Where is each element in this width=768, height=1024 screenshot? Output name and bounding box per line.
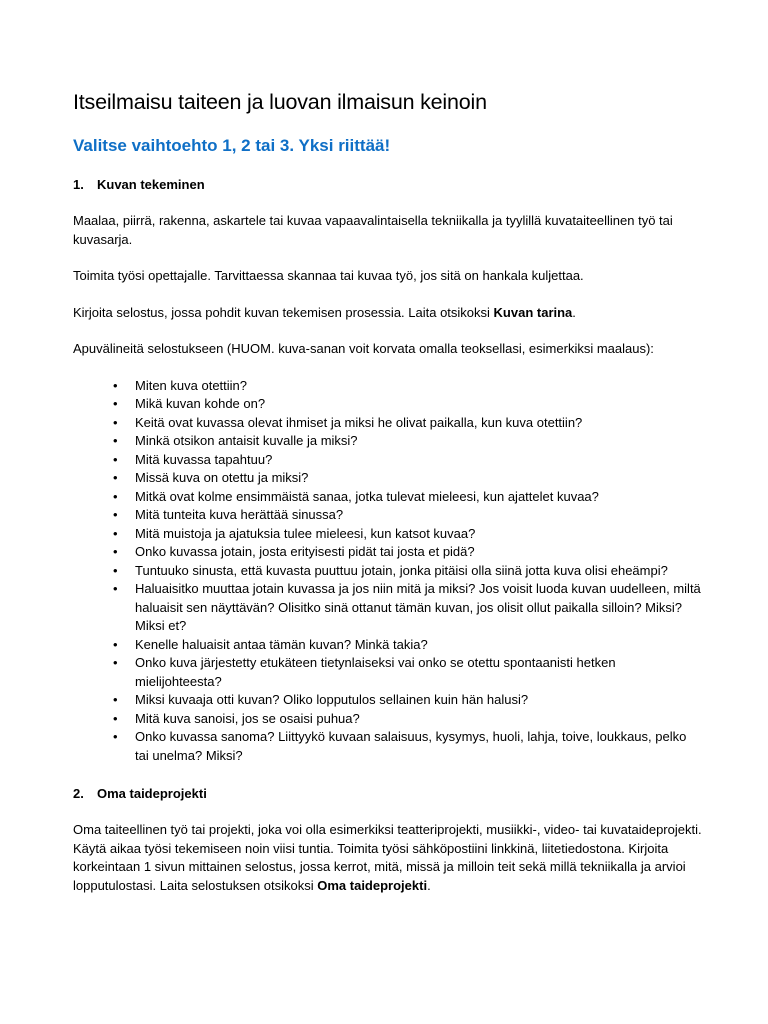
p3-bold-title: Kuvan tarina xyxy=(493,304,573,320)
list-item: • Mikä kuvan kohde on? xyxy=(73,395,703,414)
list-item: • Haluaisitko muuttaa jotain kuvassa ja jos niin mitä ja miksi? Jos voisit luoda kuvan uudelleen, miltä haluaisit sen näyttävän? Olisitko sinä ottanut tämän kuvan, jos olisit ollut paikalla silloin? Miksi? Miksi et? xyxy=(73,580,703,636)
section-2-title: Oma taideprojekti xyxy=(97,786,207,801)
list-item: • Kenelle haluaisit antaa tämän kuvan? Minkä takia? xyxy=(73,636,703,655)
section-1-title: Kuvan tekeminen xyxy=(97,177,205,192)
section-1-paragraph-4: Apuvälineitä selostukseen (HUOM. kuva-sanan voit korvata omalla teoksellasi, esimerkiksi maalaus): xyxy=(73,341,654,356)
section-1-paragraph-3 xyxy=(73,304,703,323)
section-1-heading xyxy=(73,176,703,194)
section-1-number: 1. xyxy=(73,177,84,192)
section-2-bold-title: Oma taideprojekti xyxy=(317,877,428,893)
list-item: • Keitä ovat kuvassa olevat ihmiset ja miksi he olivat paikalla, kun kuva otettiin? xyxy=(73,414,703,433)
list-item: • Mitä tunteita kuva herättää sinussa? xyxy=(73,506,703,525)
list-item: • Mitä kuva sanoisi, jos se osaisi puhua? xyxy=(73,710,703,729)
list-item: • Tuntuuko sinusta, että kuvasta puuttuu jotain, jonka pitäisi olla siinä jotta kuva olisi eheämpi? xyxy=(73,562,703,581)
document-page xyxy=(73,88,703,895)
list-item: • Onko kuvassa jotain, josta erityisesti pidät tai josta et pidä? xyxy=(73,543,703,562)
list-item: • Missä kuva on otettu ja miksi? xyxy=(73,469,703,488)
question-list xyxy=(73,377,703,766)
list-item: • Onko kuvassa sanoma? Liittyykö kuvaan salaisuus, kysymys, huoli, lahja, toive, loukkaus, pelko tai unelma? Miksi? xyxy=(73,728,703,765)
list-item: • Mitkä ovat kolme ensimmäistä sanaa, jotka tulevat mieleesi, kun ajattelet kuvaa? xyxy=(73,488,703,507)
list-item: • Onko kuva järjestetty etukäteen tietynlaiseksi vai onko se otettu spontaanisti hetken mielijohteesta? xyxy=(73,654,703,691)
document-subtitle: Valitse vaihtoehto 1, 2 tai 3. Yksi riittää! xyxy=(73,136,391,155)
p3-text: Kirjoita selostus, jossa pohdit kuvan tekemisen prosessia. Laita otsikoksi xyxy=(73,304,494,320)
list-item: • Mitä muistoja ja ajatuksia tulee mieleesi, kun katsot kuvaa? xyxy=(73,525,703,544)
list-item: • Miten kuva otettiin? xyxy=(73,377,703,396)
document-title: Itseilmaisu taiteen ja luovan ilmaisun keinoin xyxy=(73,90,487,114)
section-2-heading xyxy=(73,785,703,803)
section-2-text: Oma taiteellinen työ tai projekti, joka voi olla esimerkiksi teatteriprojekti, musiikki-, video- tai kuvataideprojekti. Käytä aikaa työsi tekemiseen noin viisi tuntia. Toimita työsi sähköpostiini linkkinä, liitetiedostona. Kirjoita korkeintaan 1 sivun mittainen selostus, jossa kerrot, mitä, missä ja milloin teit sekä millä tekniikalla ja arvioi lopputulostasi. Laita selostuksen otsikoksi xyxy=(73,822,702,893)
p3-period: . xyxy=(572,304,576,320)
list-item: • Miksi kuvaaja otti kuvan? Oliko lopputulos sellainen kuin hän halusi? xyxy=(73,691,703,710)
list-item: • Minkä otsikon antaisit kuvalle ja miksi? xyxy=(73,432,703,451)
section-2-number: 2. xyxy=(73,786,84,801)
section-2-period: . xyxy=(427,877,431,893)
section-1-paragraph-2: Toimita työsi opettajalle. Tarvittaessa skannaa tai kuvaa työ, jos sitä on hankala kuljettaa. xyxy=(73,268,584,283)
section-2-paragraph-1 xyxy=(73,821,703,895)
list-item: • Mitä kuvassa tapahtuu? xyxy=(73,451,703,470)
section-1-paragraph-1: Maalaa, piirrä, rakenna, askartele tai kuvaa vapaavalintaisella tekniikalla ja tyylillä kuvataiteellinen työ tai kuvasarja. xyxy=(73,213,673,247)
